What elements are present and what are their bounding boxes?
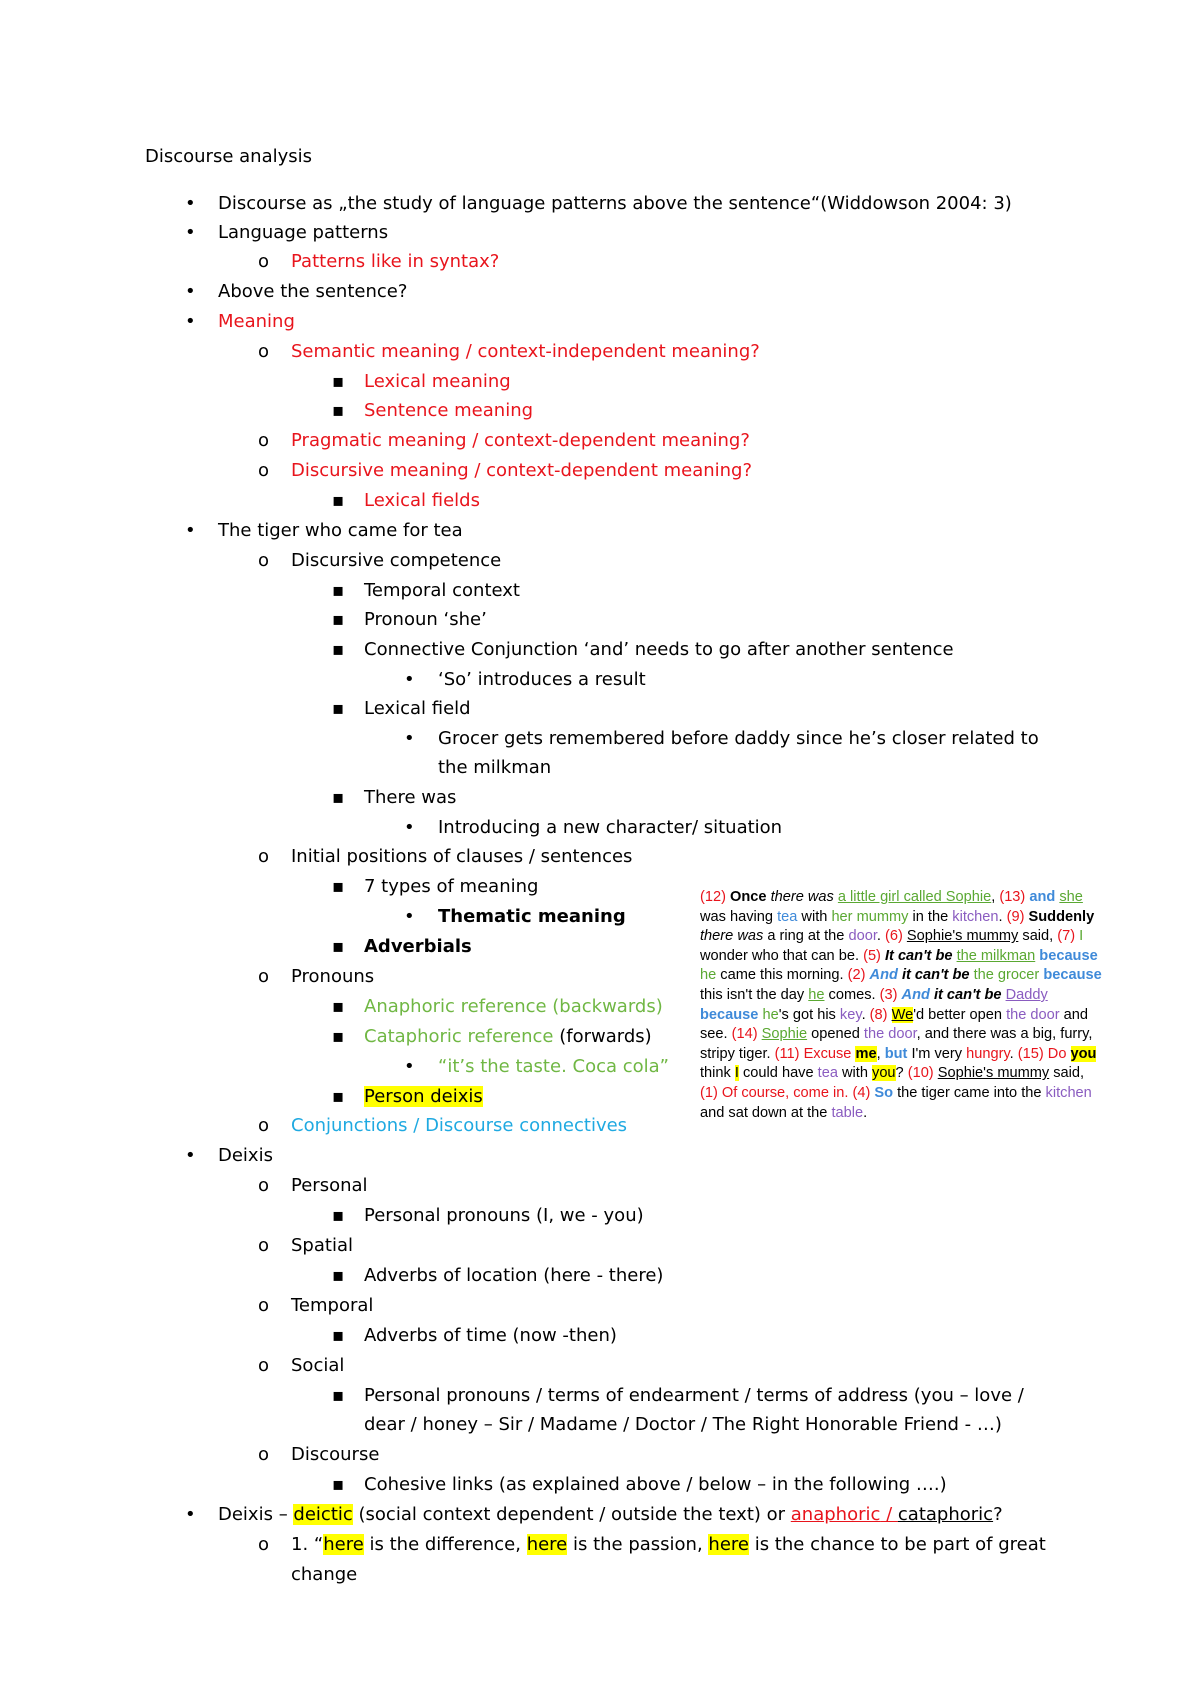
story-text-run: it can't be	[929, 986, 1006, 1003]
bullet-icon: ▪	[332, 400, 345, 421]
story-text-run: kitchen	[1045, 1084, 1092, 1101]
story-text-run: and	[1029, 889, 1060, 905]
story-text-run: tea	[777, 908, 798, 925]
list-item: Above the sentence?	[218, 281, 408, 302]
bullet-icon: •	[404, 728, 415, 749]
story-text-run: comes.	[824, 986, 880, 1003]
story-text-run: I'm very	[907, 1045, 967, 1062]
bullet-icon: •	[404, 817, 415, 838]
list-item	[364, 1086, 483, 1108]
story-text-run: (7)	[1057, 928, 1080, 945]
story-text-run: (13)	[999, 889, 1030, 905]
story-text-run: It can't be	[884, 947, 957, 964]
bullet-icon: o	[258, 1175, 270, 1196]
story-text-run: she	[1059, 889, 1083, 905]
highlighted-text: here	[323, 1534, 364, 1555]
story-text-run: the grocer	[973, 967, 1040, 984]
bullet-icon: o	[258, 1115, 270, 1136]
bullet-icon: ▪	[332, 639, 345, 660]
bullet-icon: ▪	[332, 371, 345, 392]
bullet-icon: o	[258, 1235, 270, 1256]
bullet-icon: o	[258, 966, 270, 987]
story-text-run: .	[876, 928, 885, 945]
list-item	[218, 1504, 1003, 1526]
list-item: ‘So’ introduces a result	[438, 669, 646, 690]
bullet-icon: o	[258, 1295, 270, 1316]
story-text-run: door	[848, 928, 877, 945]
bullet-icon: ▪	[332, 876, 345, 897]
list-item: Deixis	[218, 1145, 273, 1166]
cataphoric-direction: (forwards)	[559, 1026, 652, 1047]
story-text-run: ?	[895, 1065, 908, 1082]
text-run: (social context dependent / outside the text) or	[352, 1504, 791, 1525]
list-item: Adverbials	[364, 936, 472, 957]
bullet-icon: ▪	[332, 1325, 345, 1346]
list-item: Sentence meaning	[364, 400, 534, 421]
story-text-run: the door	[1006, 1006, 1060, 1023]
story-text-run: (6)	[884, 928, 907, 945]
bullet-icon: •	[404, 669, 415, 690]
bullet-icon: ▪	[332, 787, 345, 808]
bullet-icon: o	[258, 1355, 270, 1376]
bullet-icon: ▪	[332, 1474, 345, 1495]
story-text-run: in the	[908, 908, 953, 925]
list-item: Introducing a new character/ situation	[438, 817, 783, 838]
story-text-run: table	[831, 1104, 864, 1121]
text-run: ?	[993, 1504, 1003, 1525]
list-item: Discourse as „the study of language patterns above the sentence“(Widdowson 2004: 3)	[218, 193, 1012, 214]
story-text-run: Once	[725, 889, 771, 905]
cataphoric-label: Cataphoric reference	[364, 1026, 554, 1047]
story-text-run: I	[734, 1065, 739, 1082]
story-text-run: (4)	[852, 1084, 875, 1101]
story-text-run: her mummy	[831, 908, 909, 925]
highlighted-text: Person deixis	[364, 1086, 483, 1107]
story-line	[700, 966, 1150, 986]
story-excerpt-image	[700, 888, 1150, 1123]
story-text-run: opened	[807, 1026, 864, 1043]
story-text-run: , and there was a big, furry,	[916, 1026, 1093, 1043]
list-item	[364, 1026, 652, 1048]
story-text-run: .	[998, 908, 1007, 925]
bullet-icon: ▪	[332, 1205, 345, 1226]
list-item: Conjunctions / Discourse connectives	[291, 1115, 628, 1136]
list-item: Initial positions of clauses / sentences	[291, 846, 633, 867]
story-line	[700, 927, 1150, 947]
story-text-run: 'd better open	[913, 1006, 1007, 1023]
story-text-run: with	[837, 1065, 873, 1082]
list-item: Pronouns	[291, 966, 375, 987]
story-text-run: And	[901, 986, 930, 1003]
story-line	[700, 888, 1150, 908]
story-line	[700, 1025, 1150, 1045]
story-text-run: And	[869, 967, 898, 984]
list-item: Thematic meaning	[438, 906, 626, 927]
story-text-run: 's got his	[778, 1006, 840, 1023]
story-text-run: (8)	[869, 1006, 892, 1023]
list-item: Pragmatic meaning / context-dependent meaning?	[291, 430, 750, 451]
story-text-run: (9)	[1006, 908, 1029, 925]
list-item: There was	[364, 787, 457, 808]
story-text-run: a ring at the	[763, 928, 849, 945]
story-text-run: me	[855, 1045, 877, 1062]
story-text-run: there was	[700, 928, 764, 945]
list-item: Meaning	[218, 311, 295, 332]
story-text-run: .	[1009, 1045, 1018, 1062]
story-text-run: Sophie's mummy	[937, 1065, 1050, 1082]
bullet-icon: ▪	[332, 490, 345, 511]
story-text-run: see.	[700, 1026, 732, 1043]
bullet-icon: o	[258, 460, 270, 481]
story-line	[700, 1084, 1150, 1104]
story-text-run: Daddy	[1005, 986, 1048, 1003]
list-item: Lexical meaning	[364, 371, 511, 392]
list-item: Adverbs of time (now -then)	[364, 1325, 617, 1346]
bullet-icon: •	[185, 193, 196, 214]
list-item: Patterns like in syntax?	[291, 251, 500, 272]
story-text-run: he	[808, 986, 825, 1003]
list-item: Pronoun ‘she’	[364, 609, 487, 630]
text-run: Deixis –	[218, 1504, 294, 1525]
story-text-run: the door	[863, 1026, 917, 1043]
bullet-icon: •	[185, 1504, 196, 1525]
story-text-run: but	[884, 1045, 908, 1062]
story-line	[700, 947, 1150, 967]
list-item: Cohesive links (as explained above / below – in the following ….)	[364, 1474, 947, 1495]
bullet-icon: o	[258, 1444, 270, 1465]
bullet-icon: •	[404, 906, 415, 927]
story-text-run: (11)	[774, 1045, 804, 1062]
story-text-run: think	[700, 1065, 735, 1082]
bullet-icon: ▪	[332, 580, 345, 601]
story-line	[700, 1064, 1150, 1084]
story-text-run: ,	[876, 1045, 885, 1062]
story-text-run: this isn't the day	[700, 986, 809, 1003]
bullet-icon: ▪	[332, 936, 345, 957]
bullet-icon: ▪	[332, 996, 345, 1017]
story-text-run: Excuse	[803, 1045, 856, 1062]
story-text-run: key	[839, 1006, 862, 1023]
document-title: Discourse analysis	[145, 146, 313, 167]
list-item: Personal	[291, 1175, 368, 1196]
list-item-continuation: the milkman	[438, 757, 552, 778]
bullet-icon: o	[258, 251, 270, 272]
list-item: Connective Conjunction ‘and’ needs to go after another sentence	[364, 639, 954, 660]
list-item: Temporal context	[364, 580, 520, 601]
story-text-run: (12)	[700, 889, 726, 905]
bullet-icon: o	[258, 846, 270, 867]
list-item: Social	[291, 1355, 345, 1376]
bullet-icon: o	[258, 430, 270, 451]
story-text-run: came this morning.	[716, 967, 848, 984]
story-text-run: a little girl called Sophie	[837, 889, 992, 905]
story-text-run: .	[863, 1104, 868, 1121]
bullet-icon: ▪	[332, 1385, 345, 1406]
bullet-icon: •	[404, 1056, 415, 1077]
story-text-run: and sat down at the	[700, 1104, 832, 1121]
story-text-run: (1)	[700, 1084, 722, 1101]
underlined-text: cataphoric	[897, 1504, 994, 1525]
list-item-continuation: change	[291, 1564, 358, 1585]
story-text-run: So	[874, 1084, 894, 1101]
story-text-run: Sophie	[761, 1026, 808, 1043]
bullet-icon: ▪	[332, 609, 345, 630]
list-item: Discursive competence	[291, 550, 502, 571]
bullet-icon: •	[185, 1145, 196, 1166]
list-item: The tiger who came for tea	[218, 520, 463, 541]
bullet-icon: o	[258, 550, 270, 571]
story-text-run: .	[861, 1006, 870, 1023]
story-text-run: Sophie's mummy	[906, 928, 1019, 945]
story-line	[700, 908, 1150, 928]
story-text-run: (14)	[731, 1026, 762, 1043]
text-run: /	[880, 1504, 898, 1525]
list-item: Discursive meaning / context-dependent meaning?	[291, 460, 753, 481]
story-text-run: stripy tiger.	[700, 1045, 775, 1062]
bullet-icon: ▪	[332, 1086, 345, 1107]
list-item: Spatial	[291, 1235, 353, 1256]
text-run: is the chance to be part of great	[748, 1534, 1046, 1555]
story-text-run: there was	[770, 889, 838, 905]
bullet-icon: •	[185, 520, 196, 541]
list-item: Lexical fields	[364, 490, 480, 511]
list-item: “it’s the taste. Coca cola”	[438, 1056, 670, 1077]
story-text-run: could have	[738, 1065, 818, 1082]
story-text-run: Of course, come in.	[721, 1084, 853, 1101]
highlighted-text: deictic	[293, 1504, 353, 1525]
story-text-run: (5)	[863, 947, 885, 964]
story-text-run: (2)	[847, 967, 870, 984]
story-text-run: you	[872, 1065, 896, 1082]
story-text-run: the tiger came into the	[893, 1084, 1046, 1101]
story-text-run: because	[700, 1006, 759, 1023]
list-item: Adverbs of location (here - there)	[364, 1265, 664, 1286]
story-text-run: tea	[817, 1065, 838, 1082]
story-line	[700, 1006, 1150, 1026]
bullet-icon: •	[185, 281, 196, 302]
story-text-run: said,	[1018, 928, 1058, 945]
bullet-icon: ▪	[332, 698, 345, 719]
story-text-run: and	[1059, 1006, 1089, 1023]
story-text-run: was having	[700, 908, 778, 925]
story-text-run: ,	[991, 889, 1000, 905]
story-text-run: you	[1070, 1045, 1097, 1062]
story-text-run: because	[1043, 967, 1102, 984]
story-text-run: Suddenly	[1028, 908, 1095, 925]
story-text-run: (3)	[879, 986, 902, 1003]
story-text-run: (15)	[1017, 1045, 1048, 1062]
bullet-icon: •	[185, 222, 196, 243]
story-text-run: hungry	[966, 1045, 1010, 1062]
story-line	[700, 986, 1150, 1006]
story-text-run: We	[891, 1006, 914, 1023]
bullet-icon: o	[258, 341, 270, 362]
text-run: is the passion,	[567, 1534, 709, 1555]
underlined-text: anaphoric	[790, 1504, 881, 1525]
highlighted-text: here	[526, 1534, 568, 1555]
bullet-icon: •	[185, 311, 196, 332]
list-item: Personal pronouns (I, we - you)	[364, 1205, 644, 1226]
list-item-continuation: dear / honey – Sir / Madame / Doctor / The Right Honorable Friend - …)	[364, 1414, 1002, 1435]
story-line	[700, 1045, 1150, 1065]
bullet-icon: ▪	[332, 1026, 345, 1047]
story-text-run: the milkman	[956, 947, 1036, 964]
text-run: 1. “	[291, 1534, 324, 1555]
story-text-run: it can't be	[897, 967, 974, 984]
story-line	[700, 1104, 1150, 1124]
story-text-run: kitchen	[952, 908, 999, 925]
story-text-run: he	[700, 967, 717, 984]
story-text-run: with	[797, 908, 832, 925]
highlighted-text: here	[708, 1534, 749, 1555]
list-item: Semantic meaning / context-independent meaning?	[291, 341, 760, 362]
bullet-icon: o	[258, 1534, 270, 1555]
story-text-run: I	[1079, 928, 1084, 945]
story-text-run: wonder who that can be.	[700, 947, 864, 964]
list-item	[291, 1534, 1046, 1556]
list-item: Anaphoric reference (backwards)	[364, 996, 663, 1017]
story-text-run: because	[1039, 947, 1098, 964]
list-item: Personal pronouns / terms of endearment / terms of address (you – love /	[364, 1385, 1024, 1406]
story-text-run: Do	[1047, 1045, 1071, 1062]
list-item: Discourse	[291, 1444, 380, 1465]
story-text-run: said,	[1049, 1065, 1085, 1082]
list-item: Language patterns	[218, 222, 389, 243]
story-text-run: (10)	[907, 1065, 938, 1082]
bullet-icon: ▪	[332, 1265, 345, 1286]
list-item: Temporal	[291, 1295, 374, 1316]
list-item: Lexical field	[364, 698, 471, 719]
story-text-run: he	[762, 1006, 779, 1023]
text-run: is the difference,	[363, 1534, 527, 1555]
list-item: Grocer gets remembered before daddy since he’s closer related to	[438, 728, 1039, 749]
list-item: 7 types of meaning	[364, 876, 539, 897]
